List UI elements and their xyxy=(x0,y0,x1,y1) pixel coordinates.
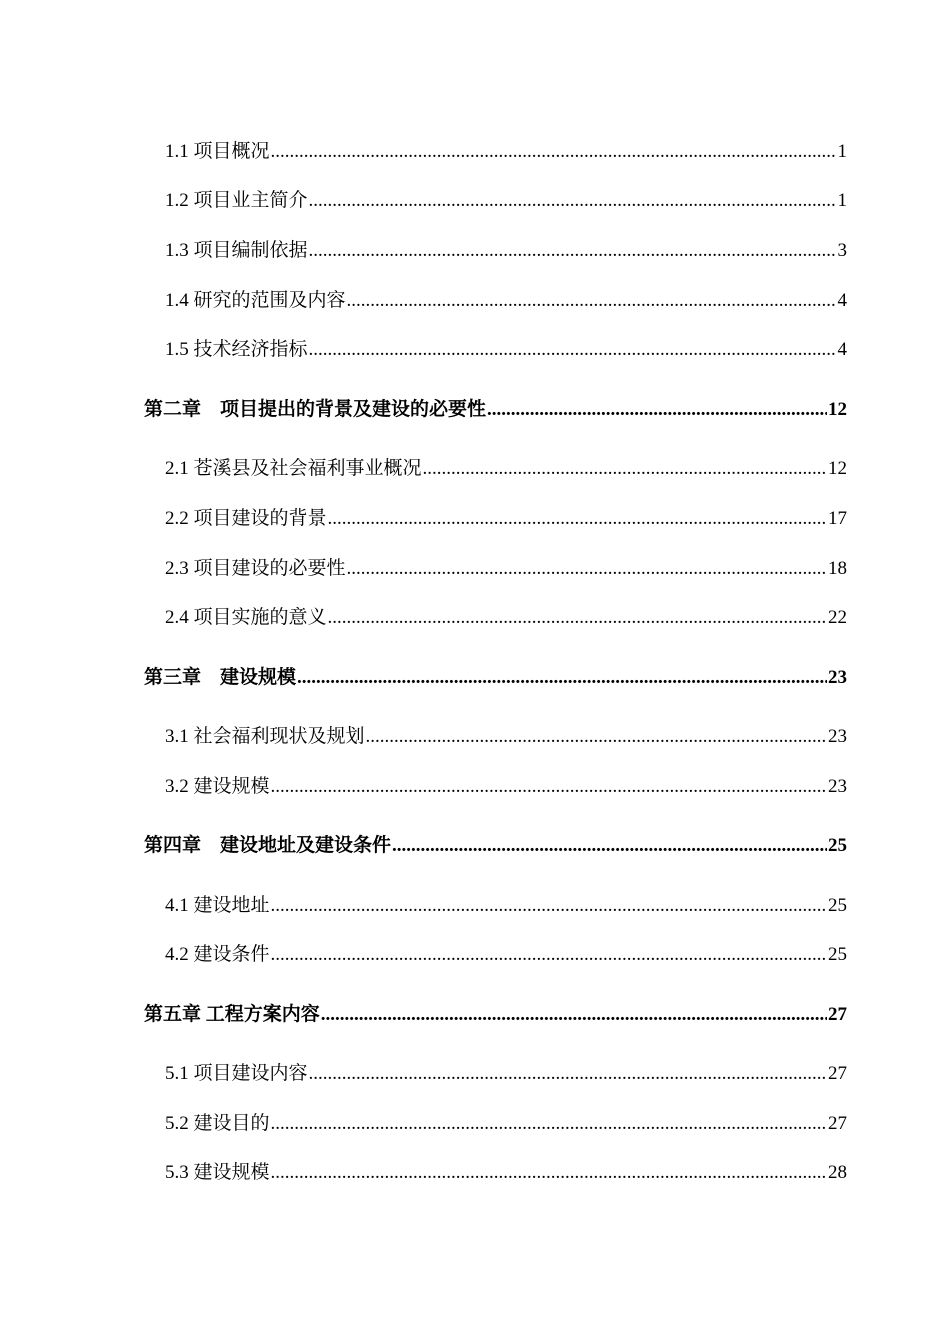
toc-dot-leader xyxy=(309,337,837,363)
toc-dot-leader xyxy=(271,139,837,165)
toc-entry-title: 1.4 研究的范围及内容 xyxy=(165,290,346,311)
toc-page-number: 27 xyxy=(828,1113,847,1134)
toc-chapter-5[interactable] xyxy=(144,1002,847,1028)
toc-dot-leader xyxy=(366,724,827,750)
toc-entry-1-5[interactable] xyxy=(165,337,847,363)
toc-chapter-title: 第三章 建设规模 xyxy=(144,667,297,688)
toc-dot-leader xyxy=(309,1061,827,1087)
toc-chapter-4[interactable] xyxy=(144,833,847,859)
toc-entry-3-2[interactable] xyxy=(165,774,847,800)
toc-page-number: 28 xyxy=(828,1162,847,1183)
toc-entry-5-1[interactable] xyxy=(165,1061,847,1087)
toc-page-number: 25 xyxy=(828,835,847,856)
toc-entry-1-3[interactable] xyxy=(165,238,847,264)
toc-dot-leader xyxy=(271,942,827,968)
toc-chapter-2[interactable] xyxy=(144,397,847,423)
toc-entry-1-4[interactable] xyxy=(165,288,847,314)
toc-entry-title: 4.2 建设条件 xyxy=(165,944,270,965)
toc-entry-title: 1.2 项目业主简介 xyxy=(165,190,308,211)
toc-dot-leader xyxy=(321,1002,827,1028)
toc-dot-leader xyxy=(487,397,827,423)
toc-entry-title: 5.1 项目建设内容 xyxy=(165,1063,308,1084)
toc-entry-2-1[interactable] xyxy=(165,456,847,482)
toc-dot-leader xyxy=(271,774,827,800)
toc-entry-2-4[interactable] xyxy=(165,605,847,631)
toc-chapter-title: 第二章 项目提出的背景及建设的必要性 xyxy=(144,399,487,420)
toc-page-number: 4 xyxy=(837,290,847,311)
toc-page-number: 4 xyxy=(837,339,847,360)
toc-entry-title: 4.1 建设地址 xyxy=(165,895,270,916)
toc-page-number: 23 xyxy=(828,776,847,797)
toc-dot-leader xyxy=(271,1160,827,1186)
toc-dot-leader xyxy=(423,456,827,482)
toc-entry-title: 1.3 项目编制依据 xyxy=(165,240,308,261)
toc-dot-leader xyxy=(347,288,837,314)
toc-page-number: 25 xyxy=(828,944,847,965)
toc-dot-leader xyxy=(297,665,827,691)
toc-entry-3-1[interactable] xyxy=(165,724,847,750)
toc-page-number: 23 xyxy=(828,726,847,747)
toc-dot-leader xyxy=(271,1111,827,1137)
toc-page-number: 3 xyxy=(837,240,847,261)
toc-entry-title: 2.1 苍溪县及社会福利事业概况 xyxy=(165,458,422,479)
toc-entry-title: 2.2 项目建设的背景 xyxy=(165,508,327,529)
toc-entry-4-1[interactable] xyxy=(165,893,847,919)
toc-entry-1-2[interactable] xyxy=(165,188,847,214)
toc-dot-leader xyxy=(392,833,827,859)
toc-entry-2-2[interactable] xyxy=(165,506,847,532)
toc-entry-5-2[interactable] xyxy=(165,1111,847,1137)
toc-chapter-3[interactable] xyxy=(144,665,847,691)
toc-page-number: 12 xyxy=(828,458,847,479)
toc-entry-title: 5.2 建设目的 xyxy=(165,1113,270,1134)
toc-page-number: 18 xyxy=(828,558,847,579)
toc-entry-title: 1.1 项目概况 xyxy=(165,141,270,162)
toc-entry-title: 5.3 建设规模 xyxy=(165,1162,270,1183)
toc-page-number: 27 xyxy=(828,1004,847,1025)
toc-entry-title: 3.1 社会福利现状及规划 xyxy=(165,726,365,747)
toc-dot-leader xyxy=(309,188,837,214)
toc-entry-title: 1.5 技术经济指标 xyxy=(165,339,308,360)
toc-dot-leader xyxy=(347,556,827,582)
toc-page-number: 1 xyxy=(837,190,847,211)
toc-entry-4-2[interactable] xyxy=(165,942,847,968)
toc-entry-2-3[interactable] xyxy=(165,556,847,582)
toc-page-number: 25 xyxy=(828,895,847,916)
toc-dot-leader xyxy=(328,506,827,532)
toc-page-number: 17 xyxy=(828,508,847,529)
toc-dot-leader xyxy=(271,893,827,919)
toc-page-number: 27 xyxy=(828,1063,847,1084)
toc-chapter-title: 第五章 工程方案内容 xyxy=(144,1004,320,1025)
toc-chapter-title: 第四章 建设地址及建设条件 xyxy=(144,835,392,856)
toc-page-number: 22 xyxy=(828,607,847,628)
toc-entry-title: 2.3 项目建设的必要性 xyxy=(165,558,346,579)
toc-entry-title: 2.4 项目实施的意义 xyxy=(165,607,327,628)
toc-dot-leader xyxy=(328,605,827,631)
toc-entry-1-1[interactable] xyxy=(165,139,847,165)
toc-dot-leader xyxy=(309,238,837,264)
toc-page-number: 23 xyxy=(828,667,847,688)
toc-page-number: 1 xyxy=(837,141,847,162)
toc-page-number: 12 xyxy=(828,399,847,420)
toc-entry-title: 3.2 建设规模 xyxy=(165,776,270,797)
toc-entry-5-3[interactable] xyxy=(165,1160,847,1186)
